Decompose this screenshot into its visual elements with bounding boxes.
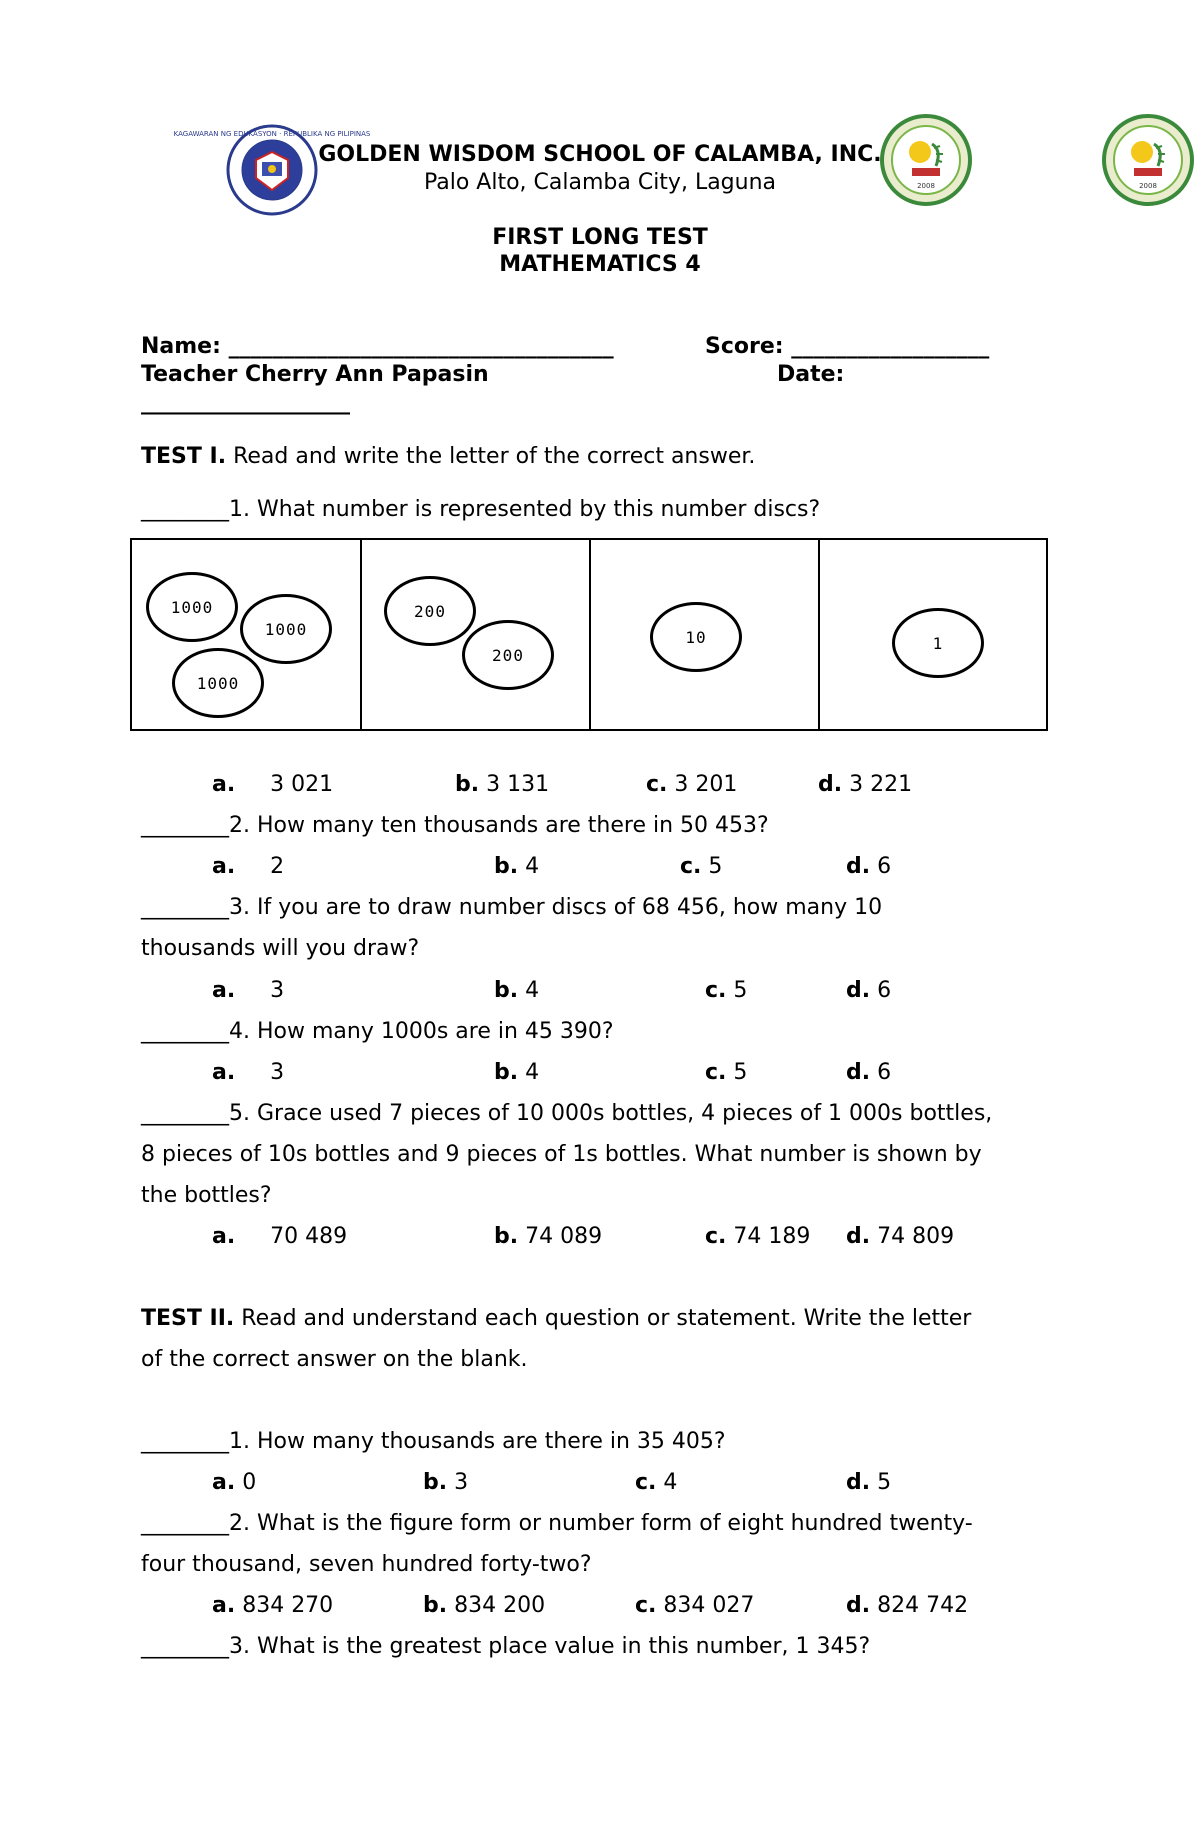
option-b[interactable]: b. 4 — [494, 854, 540, 879]
test1-heading: TEST I. — [141, 444, 227, 469]
question-text: 5. Grace used 7 pieces of 10 000s bottles, 4 pieces of 1 000s bottles, — [229, 1101, 993, 1126]
test2-heading: TEST II. — [141, 1306, 235, 1331]
question-text: 1. How many thousands are there in 35 405? — [229, 1429, 726, 1454]
school-seal-logo-duplicate — [1102, 114, 1194, 206]
option-d[interactable]: d. 6 — [846, 854, 892, 879]
deped-seal-logo — [173, 124, 371, 216]
date-blank[interactable]: ___________________ — [141, 390, 350, 415]
question-text-cont: the bottles? — [141, 1183, 272, 1208]
number-disc-200: 200 — [384, 576, 476, 646]
option-c[interactable]: c. 5 — [705, 1060, 748, 1085]
t1-question-5 — [141, 1101, 992, 1127]
question-text: 4. How many 1000s are in 45 390? — [229, 1019, 614, 1044]
option-c[interactable]: c. 5 — [705, 978, 748, 1003]
answer-blank[interactable]: ________ — [141, 1634, 229, 1659]
deped-seal-text: KAGAWARAN NG EDUKASYON · REPUBLIKA NG PILIPINAS — [173, 130, 371, 138]
question-text: 2. How many ten thousands are there in 50 453? — [229, 813, 769, 838]
t1-question-1 — [141, 497, 820, 523]
score-label: Score: — [705, 334, 784, 359]
answer-blank[interactable]: ________ — [141, 813, 229, 838]
svg-text:2008: 2008 — [917, 182, 935, 190]
table-divider — [818, 540, 820, 729]
answer-blank[interactable]: ________ — [141, 497, 229, 522]
answer-blank[interactable]: ________ — [141, 895, 229, 920]
option-d[interactable]: d. 6 — [846, 978, 892, 1003]
score-field[interactable] — [705, 334, 989, 360]
score-blank[interactable]: __________________ — [791, 334, 990, 359]
t2-question-1 — [141, 1429, 726, 1455]
question-text: 3. What is the greatest place value in this number, 1 345? — [229, 1634, 871, 1659]
subject-title: MATHEMATICS 4 — [499, 252, 701, 277]
t2-question-2 — [141, 1511, 973, 1537]
option-a[interactable]: a. 3 021 — [212, 772, 334, 797]
name-field[interactable] — [141, 334, 614, 360]
question-text-cont: thousands will you draw? — [141, 936, 420, 961]
option-d[interactable]: d. 74 809 — [846, 1224, 955, 1249]
option-b[interactable]: b. 3 — [423, 1470, 469, 1495]
table-divider — [589, 540, 591, 729]
school-seal-logo — [880, 114, 972, 206]
option-a[interactable]: a. 2 — [212, 854, 285, 879]
teacher-name: Teacher Cherry Ann Papasin — [141, 362, 489, 387]
test2-instruction-cont: of the correct answer on the blank. — [141, 1347, 528, 1372]
answer-blank[interactable]: ________ — [141, 1429, 229, 1454]
number-discs-table — [130, 538, 1048, 731]
question-text-cont: 8 pieces of 10s bottles and 9 pieces of 1s bottles. What number is shown by — [141, 1142, 982, 1167]
option-b[interactable]: b. 3 131 — [455, 772, 550, 797]
school-name: GOLDEN WISDOM SCHOOL OF CALAMBA, INC. — [318, 142, 882, 167]
question-text-cont: four thousand, seven hundred forty-two? — [141, 1552, 592, 1577]
option-c[interactable]: c. 3 201 — [646, 772, 738, 797]
question-text: 2. What is the figure form or number form of eight hundred twenty- — [229, 1511, 973, 1536]
option-d[interactable]: d. 6 — [846, 1060, 892, 1085]
option-b[interactable]: b. 4 — [494, 978, 540, 1003]
svg-text:2008: 2008 — [1139, 182, 1157, 190]
number-disc-200: 200 — [462, 620, 554, 690]
test1-instruction — [141, 444, 755, 470]
test-title: FIRST LONG TEST — [492, 225, 708, 250]
option-c[interactable]: c. 4 — [635, 1470, 678, 1495]
question-text: 3. If you are to draw number discs of 68 456, how many 10 — [229, 895, 883, 920]
number-disc-1: 1 — [892, 608, 984, 678]
option-b[interactable]: b. 4 — [494, 1060, 540, 1085]
test1-instruction-text: Read and write the letter of the correct answer. — [233, 444, 756, 469]
option-a[interactable]: a. 3 — [212, 978, 285, 1003]
option-a[interactable]: a. 0 — [212, 1470, 257, 1495]
number-disc-10: 10 — [650, 602, 742, 672]
table-divider — [360, 540, 362, 729]
answer-blank[interactable]: ________ — [141, 1511, 229, 1536]
t2-question-3 — [141, 1634, 870, 1660]
answer-blank[interactable]: ________ — [141, 1019, 229, 1044]
option-a[interactable]: a. 834 270 — [212, 1593, 334, 1618]
option-d[interactable]: d. 3 221 — [818, 772, 913, 797]
number-disc-1000: 1000 — [172, 648, 264, 718]
option-d[interactable]: d. 824 742 — [846, 1593, 969, 1618]
test2-instruction-text: Read and understand each question or statement. Write the letter — [241, 1306, 972, 1331]
option-c[interactable]: c. 5 — [680, 854, 723, 879]
number-disc-1000: 1000 — [240, 594, 332, 664]
t1-question-3 — [141, 895, 882, 921]
answer-blank[interactable]: ________ — [141, 1101, 229, 1126]
option-a[interactable]: a. 3 — [212, 1060, 285, 1085]
test2-instruction — [141, 1306, 971, 1332]
option-a[interactable]: a. 70 489 — [212, 1224, 348, 1249]
t1-question-4 — [141, 1019, 614, 1045]
school-address: Palo Alto, Calamba City, Laguna — [423, 170, 777, 195]
name-blank[interactable]: ___________________________________ — [228, 334, 614, 359]
number-disc-1000: 1000 — [146, 572, 238, 642]
option-b[interactable]: b. 834 200 — [423, 1593, 546, 1618]
date-label: Date: — [777, 362, 845, 387]
option-b[interactable]: b. 74 089 — [494, 1224, 603, 1249]
name-label: Name: — [141, 334, 221, 359]
question-text: 1. What number is represented by this number discs? — [229, 497, 821, 522]
t1-question-2 — [141, 813, 769, 839]
option-c[interactable]: c. 834 027 — [635, 1593, 755, 1618]
option-d[interactable]: d. 5 — [846, 1470, 892, 1495]
option-c[interactable]: c. 74 189 — [705, 1224, 811, 1249]
